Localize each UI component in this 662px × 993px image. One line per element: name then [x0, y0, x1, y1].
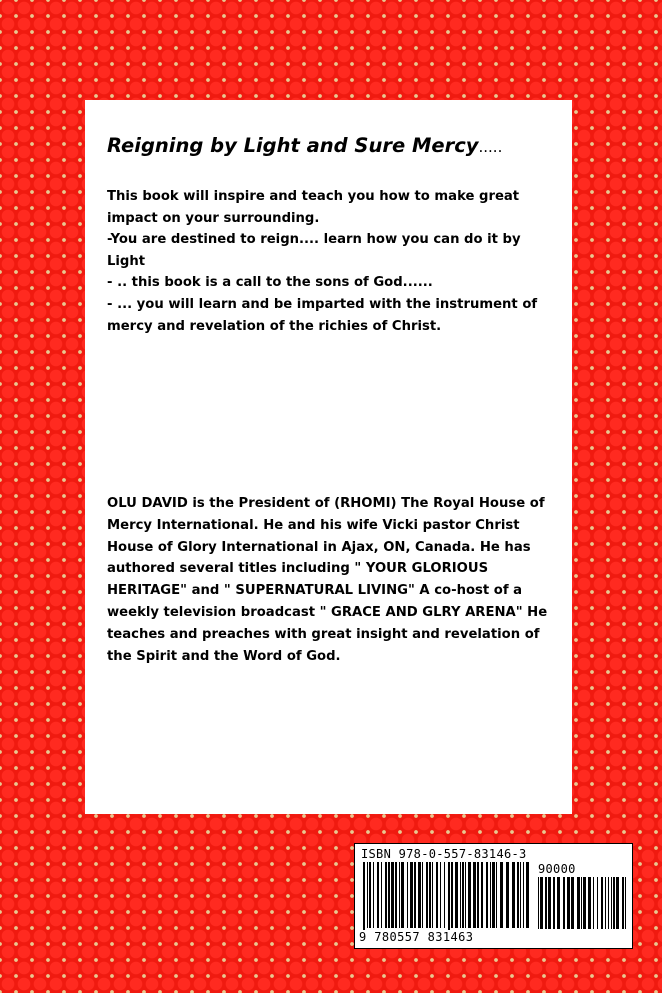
barcode-bar: [395, 862, 397, 928]
barcode-bar: [613, 877, 615, 929]
barcode-bar: [545, 877, 547, 929]
barcode-bar: [548, 877, 551, 929]
barcode-bar: [381, 862, 382, 928]
barcode-bar: [377, 862, 379, 928]
barcode-bar: [486, 862, 488, 928]
barcode-bar: [363, 862, 365, 936]
description-line: - .. this book is a call to the sons of God......: [107, 275, 433, 291]
barcode-bar: [557, 877, 560, 929]
barcode-bar: [563, 877, 565, 929]
barcode-bar: [451, 862, 453, 928]
isbn-label: ISBN 978-0-557-83146-3: [361, 847, 527, 861]
barcode-bar: [444, 862, 445, 928]
barcode-bar: [496, 862, 497, 928]
barcode-bar: [490, 862, 491, 928]
barcode-bar: [625, 877, 626, 929]
barcode-bar: [605, 877, 606, 929]
barcode-bar: [588, 877, 591, 929]
barcode-bar: [399, 862, 400, 928]
barcode-bar: [583, 877, 586, 929]
barcode-bar: [468, 862, 471, 928]
barcode-bar: [611, 877, 612, 929]
barcode-bar: [373, 862, 374, 928]
barcode-bar: [593, 877, 594, 929]
barcode-bar: [512, 862, 515, 928]
barcode-bar: [448, 862, 450, 936]
barcode-bar: [401, 862, 404, 928]
ean-barcode-bars: [363, 862, 531, 936]
barcode-bar: [520, 862, 521, 928]
description-line: - ... you will learn and be imparted with the instrument of mercy and revelation of the richies of Christ.: [107, 296, 538, 334]
barcode-bar: [391, 862, 394, 928]
book-title-text: Reigning by Light and Sure Mercy: [107, 134, 479, 157]
barcode-bar: [367, 862, 368, 928]
barcode-bar: [388, 862, 390, 928]
price-code-label: 90000: [538, 862, 576, 876]
barcode-bar: [597, 877, 598, 929]
barcode-bar: [477, 862, 479, 928]
barcode-bar: [414, 862, 416, 928]
ean-digits-label: 9 780557 831463: [359, 930, 474, 944]
barcode-bar: [571, 877, 574, 929]
barcode-bar: [506, 862, 509, 928]
barcode-bar: [429, 862, 431, 928]
book-title: [107, 134, 502, 157]
barcode-bar: [455, 862, 458, 928]
barcode-bar: [407, 862, 408, 928]
book-description: [107, 186, 557, 337]
barcode-bar: [517, 862, 519, 928]
barcode-bar: [460, 862, 461, 928]
barcode-bar: [481, 862, 483, 928]
barcode-bar: [540, 877, 543, 929]
barcode-bar: [492, 862, 495, 928]
barcode-bar: [577, 877, 580, 929]
barcode-bar: [473, 862, 476, 928]
barcode-bar: [608, 877, 609, 929]
barcode-bar: [385, 862, 387, 928]
barcode-bar: [523, 862, 524, 928]
barcode-bar: [432, 862, 433, 928]
book-title-suffix: .....: [478, 138, 503, 156]
barcode-bar: [616, 877, 619, 929]
back-cover-text-panel: [85, 100, 572, 814]
barcode-bar: [553, 877, 555, 929]
barcode-bar: [581, 877, 582, 929]
description-line: -You are destined to reign.... learn how you can do it by Light: [107, 232, 521, 269]
barcode-bar: [369, 862, 371, 928]
price-addon-bars: [538, 877, 626, 937]
barcode-bar: [410, 862, 413, 928]
barcode-bar: [436, 862, 438, 928]
isbn-barcode: [354, 843, 633, 949]
barcode-bar: [538, 877, 539, 929]
description-line: This book will inspire and teach you how to make great impact on your surrounding.: [107, 189, 520, 226]
barcode-bar: [622, 877, 624, 929]
barcode-bar: [601, 877, 603, 929]
barcode-bar: [500, 862, 503, 928]
author-bio: OLU DAVID is the President of (RHOMI) The Royal House of Mercy International. He and his wife Vicki pastor Christ House of Glory International in Ajax, ON, Canada. He has authored several titles including " YOUR GLORIOUS HERITAGE" and " SUPERNATURAL LIVING" A co-host of a weekly television broadcast " GRACE AND GLRY ARENA" He teaches and preaches with great insight and revelation of the Spirit and the Word of God.: [107, 496, 548, 664]
barcode-bar: [465, 862, 466, 928]
barcode-bar: [418, 862, 421, 928]
barcode-bar: [567, 877, 570, 929]
barcode-bar: [526, 862, 529, 928]
barcode-bar: [462, 862, 464, 928]
barcode-bar: [440, 862, 441, 928]
barcode-bar: [422, 862, 423, 928]
barcode-bar: [426, 862, 428, 928]
